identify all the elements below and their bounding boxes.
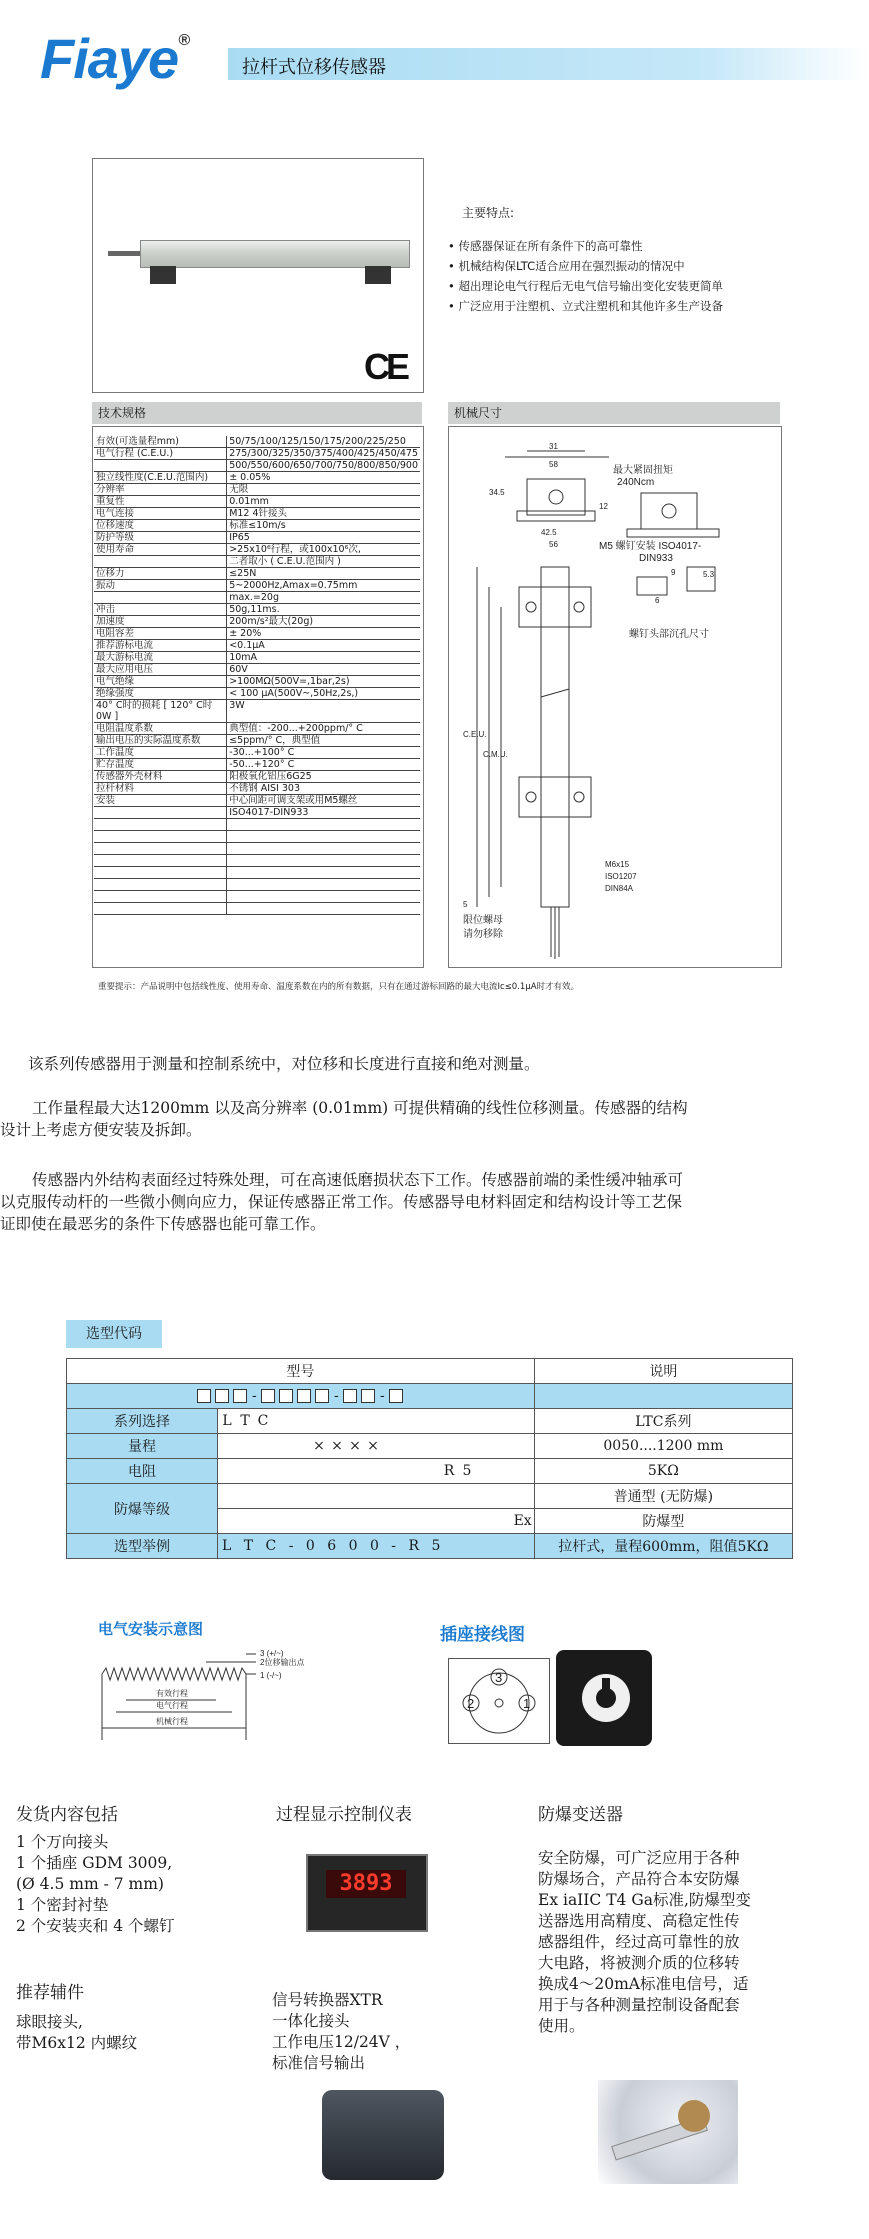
spec-value: 10mA <box>227 652 420 664</box>
row-explo-code2: Ex <box>218 1509 535 1534</box>
dim-5: 5 <box>463 900 468 909</box>
dim-9: 9 <box>671 568 676 577</box>
panel-meter-photo <box>306 1854 428 1932</box>
row-explo-desc1: 普通型 (无防爆) <box>534 1484 792 1509</box>
spec-row <box>94 783 420 795</box>
spec-value: -30...+100° C <box>227 747 420 759</box>
spec-row <box>94 556 420 568</box>
spec-key: 输出电压的实际温度系数 <box>94 735 227 747</box>
delivery-item: (Ø 4.5 mm - 7 mm) <box>16 1875 164 1893</box>
features-list <box>448 236 723 316</box>
spec-value: 标准≤10m/s <box>227 520 420 532</box>
electrical-stroke-label: 电气行程 <box>156 1701 188 1710</box>
electrical-diagram <box>96 1640 336 1750</box>
mechanical-stroke-label: 机械行程 <box>156 1717 188 1726</box>
din-label: DIN84A <box>605 884 634 893</box>
plug-photo <box>556 1650 652 1746</box>
row-range-desc: 0050....1200 mm <box>534 1434 792 1459</box>
spec-row-empty <box>94 843 420 855</box>
delivery-item: 1 个万向接头 <box>16 1833 109 1851</box>
spec-row <box>94 484 420 496</box>
spec-value: >100MΩ(500V=,1bar,2s) <box>227 676 420 688</box>
meter-item: 一体化接头 <box>272 2012 350 2030</box>
transmitter-title: 防爆变送器 <box>538 1805 623 1825</box>
range-paragraph-line2: 设计上考虑方便安装及拆卸。 <box>0 1121 202 1139</box>
delivery-title: 发货内容包括 <box>16 1805 118 1825</box>
spec-key: 推荐游标电流 <box>94 640 227 652</box>
spec-row <box>94 472 420 484</box>
spec-key: 重复性 <box>94 496 227 508</box>
spec-value: 500/550/600/650/700/750/800/850/900 <box>227 460 420 472</box>
spec-value: < 100 μA(500V~,50Hz,2s,) <box>227 688 420 700</box>
spec-key: 贮存温度 <box>94 759 227 771</box>
row-res-code: R 5 <box>218 1459 535 1484</box>
spec-row-empty <box>94 819 420 831</box>
torque-label: 最大紧固扭矩 <box>613 465 673 476</box>
pin-2: 2 <box>467 1696 475 1711</box>
limit-nut-label-2: 请勿移除 <box>463 929 503 940</box>
spec-value: ± 0.05% <box>227 472 420 484</box>
row-res-label: 电阻 <box>67 1459 218 1484</box>
spec-row <box>94 460 420 472</box>
important-notice: 重要提示：产品说明中包括线性度、使用寿命、温度系数在内的所有数据，只有在通过游标回路的最大电流Ic≤0.1μA时才有效。 <box>98 982 580 992</box>
pin-1: 1 <box>523 1696 531 1711</box>
spec-row <box>94 652 420 664</box>
spec-key <box>94 460 227 472</box>
spec-row-empty <box>94 903 420 915</box>
spec-key: 拉杆材料 <box>94 783 227 795</box>
spec-row <box>94 616 420 628</box>
spec-value: IP65 <box>227 532 420 544</box>
code-template: - - - <box>67 1384 535 1409</box>
dim-58: 58 <box>549 460 558 469</box>
spec-row-empty <box>94 831 420 843</box>
iso-label: ISO1207 <box>605 872 637 881</box>
screw-label: M5 螺钉安装 ISO4017- <box>599 541 702 552</box>
signal-converter-photo <box>322 2090 444 2180</box>
spec-key: 安装 <box>94 795 227 807</box>
spec-key: 电阻温度系数 <box>94 723 227 735</box>
row-explo-label: 防爆等级 <box>67 1484 218 1534</box>
spec-key: 绝缘强度 <box>94 688 227 700</box>
spec-value: 50/75/100/125/150/175/200/225/250 <box>227 436 420 448</box>
dim-6: 6 <box>655 596 660 605</box>
spec-key: 电阻容差 <box>94 628 227 640</box>
spec-row-empty <box>94 867 420 879</box>
row-series-desc: LTC系列 <box>534 1409 792 1434</box>
row-range-label: 量程 <box>67 1434 218 1459</box>
intro-paragraph: 该系列传感器用于测量和控制系统中，对位移和长度进行直接和绝对测量。 <box>28 1055 540 1073</box>
spec-row <box>94 508 420 520</box>
spec-row-empty <box>94 891 420 903</box>
spec-row <box>94 747 420 759</box>
page-title: 拉杆式位移传感器 <box>242 57 386 78</box>
row-explo-desc2: 防爆型 <box>534 1509 792 1534</box>
spec-value: ≤5ppm/° C，典型值 <box>227 735 420 747</box>
meter-item: 信号转换器XTR <box>272 1991 383 2009</box>
plug-wiring-title: 插座接线图 <box>440 1625 525 1645</box>
spec-key: 分辨率 <box>94 484 227 496</box>
meter-digits: 3893 <box>326 1870 406 1898</box>
spec-value: 典型值：-200...+200ppm/° C <box>227 723 420 735</box>
spec-value: M12 4针接头 <box>227 508 420 520</box>
spec-key: 振动 <box>94 580 227 592</box>
spec-row <box>94 436 420 448</box>
limit-nut-label: 限位螺母 <box>463 915 503 926</box>
spec-row <box>94 807 420 819</box>
meter-title: 过程显示控制仪表 <box>276 1805 412 1825</box>
spec-key: 电气行程 (C.E.U.) <box>94 448 227 460</box>
dim-12: 12 <box>599 502 608 511</box>
meter-list <box>272 1990 410 2074</box>
feature-item: • 传感器保证在所有条件下的高可靠性 <box>448 236 723 256</box>
delivery-list <box>16 1832 175 1937</box>
dim-56: 56 <box>549 540 558 549</box>
spec-row <box>94 688 420 700</box>
dim-34-5: 34.5 <box>489 488 505 497</box>
spec-value: 200m/s²最大(20g) <box>227 616 420 628</box>
spec-key: 位移力 <box>94 568 227 580</box>
spec-key <box>94 592 227 604</box>
spec-row <box>94 532 420 544</box>
spec-value: max.=20g <box>227 592 420 604</box>
accessory-title: 推荐辅件 <box>16 1983 84 2003</box>
delivery-item: 2 个安装夹和 4 个螺钉 <box>16 1917 175 1935</box>
spec-key <box>94 556 227 568</box>
accessory-item: 带M6x12 内螺纹 <box>16 2034 138 2052</box>
spec-row <box>94 544 420 556</box>
spec-key: 加速度 <box>94 616 227 628</box>
structure-paragraph-line2: 以克服传动杆的一些微小侧向应力，保证传感器正常工作。传感器导电材料固定和结构设计等工艺保 <box>0 1193 683 1211</box>
transmitter-text: 安全防爆，可广泛应用于各种 防爆场合，产品符合本安防爆 Ex iaIIC T4 Ga标准,防爆型变 送器选用高精度、高稳定性传 感器组件，经过高可靠性的放 大电路，将被测介质的位移转 换成4～20mA标准电信号，适 用于与各种测量控制设备配套 使用。 <box>538 1849 751 2035</box>
spec-value: ± 20% <box>227 628 420 640</box>
spec-value: 二者取小 ( C.E.U.范围内 ) <box>227 556 420 568</box>
spec-value: 275/300/325/350/375/400/425/450/475 <box>227 448 420 460</box>
spec-value: -50...+120° C <box>227 759 420 771</box>
selection-code-table <box>66 1358 793 1559</box>
feature-item: • 广泛应用于注塑机、立式注塑机和其他许多生产设备 <box>448 296 723 316</box>
spec-value: >25x10⁶行程，或100x10⁶次, <box>227 544 420 556</box>
spec-row <box>94 723 420 735</box>
spec-row <box>94 640 420 652</box>
spec-row <box>94 795 420 807</box>
spec-key: 工作温度 <box>94 747 227 759</box>
spec-value: 60V <box>227 664 420 676</box>
spec-key: 电气绝缘 <box>94 676 227 688</box>
spec-value: 无限 <box>227 484 420 496</box>
spec-key: 冲击 <box>94 604 227 616</box>
spec-row <box>94 700 420 723</box>
spec-row <box>94 604 420 616</box>
sensor-clamp-left <box>150 266 176 284</box>
spec-heading: 技术规格 <box>92 402 422 424</box>
ceu-label: C.E.U. <box>463 730 487 739</box>
spec-row <box>94 568 420 580</box>
spec-value: 0.01mm <box>227 496 420 508</box>
row-res-desc: 5KΩ <box>534 1459 792 1484</box>
dim-5-3: 5.3 <box>703 570 715 579</box>
spec-key: 位移速度 <box>94 520 227 532</box>
delivery-item: 1 个插座 GDM 3009, <box>16 1854 173 1872</box>
dim-31: 31 <box>549 442 558 451</box>
meter-item: 标准信号输出 <box>272 2054 366 2072</box>
explosion-proof-transmitter-photo <box>598 2080 738 2184</box>
spec-row <box>94 496 420 508</box>
pin1-label: 1 (-/~) <box>260 1671 282 1680</box>
spec-row <box>94 759 420 771</box>
sensor-clamp-right <box>365 266 391 284</box>
plug-pinout-diagram <box>448 1658 550 1744</box>
col-desc: 说明 <box>534 1359 792 1384</box>
spec-row <box>94 676 420 688</box>
spec-row <box>94 628 420 640</box>
countersink-label: 螺钉头部沉孔尺寸 <box>629 629 709 640</box>
ce-mark-logo: CE <box>364 346 407 387</box>
row-example-label: 选型举例 <box>67 1534 218 1559</box>
row-example-desc: 拉杆式，量程600mm，阻值5KΩ <box>534 1534 792 1559</box>
delivery-item: 1 个密封衬垫 <box>16 1896 109 1914</box>
spec-value: <0.1μA <box>227 640 420 652</box>
dim-42-5: 42.5 <box>541 528 557 537</box>
features-title: 主要特点: <box>462 206 515 220</box>
col-model: 型号 <box>67 1359 535 1384</box>
spec-key: 40° C时的损耗 [ 120° C时0W ] <box>94 700 227 723</box>
spec-value: 阳极氧化铝压6G25 <box>227 771 420 783</box>
accessory-item: 球眼接头, <box>16 2013 83 2031</box>
spec-key: 最大应用电压 <box>94 664 227 676</box>
spec-key: 防护等级 <box>94 532 227 544</box>
spec-row <box>94 520 420 532</box>
pin3-label: 3 (+/~) <box>260 1649 284 1658</box>
accessory-list <box>16 2012 137 2054</box>
spec-value: ISO4017-DIN933 <box>227 807 420 819</box>
spec-row <box>94 592 420 604</box>
spec-row <box>94 664 420 676</box>
spec-value: 5~2000Hz,Amax=0.75mm <box>227 580 420 592</box>
row-series-code: L T C <box>218 1409 535 1434</box>
title-bar <box>228 48 869 80</box>
spec-value: 50g,11ms. <box>227 604 420 616</box>
screw-label-2: DIN933 <box>639 553 673 564</box>
structure-paragraph-line1: 传感器内外结构表面经过特殊处理，可在高速低磨损状态下工作。传感器前端的柔性缓冲轴承可 <box>32 1171 684 1189</box>
spec-value: 不锈钢 AISI 303 <box>227 783 420 795</box>
sensor-body-image <box>140 240 410 268</box>
row-range-code: × × × × <box>218 1434 535 1459</box>
spec-value: 3W <box>227 700 420 723</box>
electrical-diagram-title: 电气安装示意图 <box>98 1620 204 1638</box>
torque-value: 240Ncm <box>617 477 655 488</box>
spec-key: 使用寿命 <box>94 544 227 556</box>
brand-logo: Fiaye® <box>40 27 189 90</box>
spec-value: ≤25N <box>227 568 420 580</box>
spec-table <box>94 436 420 915</box>
spec-key: 传感器外壳材料 <box>94 771 227 783</box>
selection-code-tag: 选型代码 <box>66 1320 162 1348</box>
meter-item: 工作电压12/24V ， <box>272 2033 411 2051</box>
mech-heading: 机械尺寸 <box>448 402 780 424</box>
pin-3: 3 <box>495 1670 503 1685</box>
mechanical-drawing <box>449 427 779 965</box>
spec-row-empty <box>94 855 420 867</box>
spec-key: 最大游标电流 <box>94 652 227 664</box>
sensor-rod <box>108 251 142 256</box>
spec-key: 有效(可选量程mm) <box>94 436 227 448</box>
spec-row <box>94 735 420 747</box>
spec-row <box>94 580 420 592</box>
spec-key <box>94 807 227 819</box>
pin2-label: 2位移输出点 <box>260 1658 305 1667</box>
feature-item: • 机械结构保LTC适合应用在强烈振动的情况中 <box>448 256 723 276</box>
spec-key: 独立线性度(C.E.U.范围内) <box>94 472 227 484</box>
spec-row <box>94 771 420 783</box>
m6-label: M6x15 <box>605 860 630 869</box>
row-example-code: L T C - 0 6 0 0 - R 5 <box>218 1534 535 1559</box>
spec-key: 电气连接 <box>94 508 227 520</box>
spec-value: 中心间距可调支架或用M5螺丝 <box>227 795 420 807</box>
effective-stroke-label: 有效行程 <box>156 1689 188 1698</box>
range-paragraph-line1: 工作量程最大达1200mm 以及高分辨率 (0.01mm) 可提供精确的线性位移测量。传感器的结构 <box>32 1099 688 1117</box>
cmu-label: C.M.U. <box>483 750 508 759</box>
structure-paragraph-line3: 证即使在最恶劣的条件下传感器也能可靠工作。 <box>0 1215 326 1233</box>
feature-item: • 超出理论电气行程后无电气信号输出变化安装更简单 <box>448 276 723 296</box>
row-series-label: 系列选择 <box>67 1409 218 1434</box>
spec-row-empty <box>94 879 420 891</box>
spec-row <box>94 448 420 460</box>
